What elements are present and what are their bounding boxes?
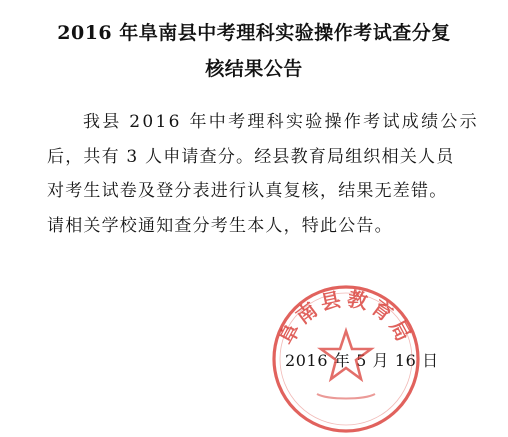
svg-text:阜南县教育局: 阜南县教育局 [274,286,418,349]
announcement-date: 2016 年 5 月 16 日 [285,351,439,370]
paragraph-line-3: 对考生试卷及登分表进行认真复核，结果无差错。 [47,181,448,201]
title-line-1: 2016 年阜南县中考理科实验操作考试查分复 [57,22,451,44]
paragraph-line-2: 后，共有 3 人申请查分。经县教育局组织相关人员 [47,147,455,167]
paragraph-line-4: 请相关学校通知查分考生本人，特此公告。 [47,216,393,236]
paragraph-line-1: 我县 2016 年中考理科实验操作考试成绩公示 [83,112,479,132]
title-line-2: 核结果公告 [205,58,303,80]
